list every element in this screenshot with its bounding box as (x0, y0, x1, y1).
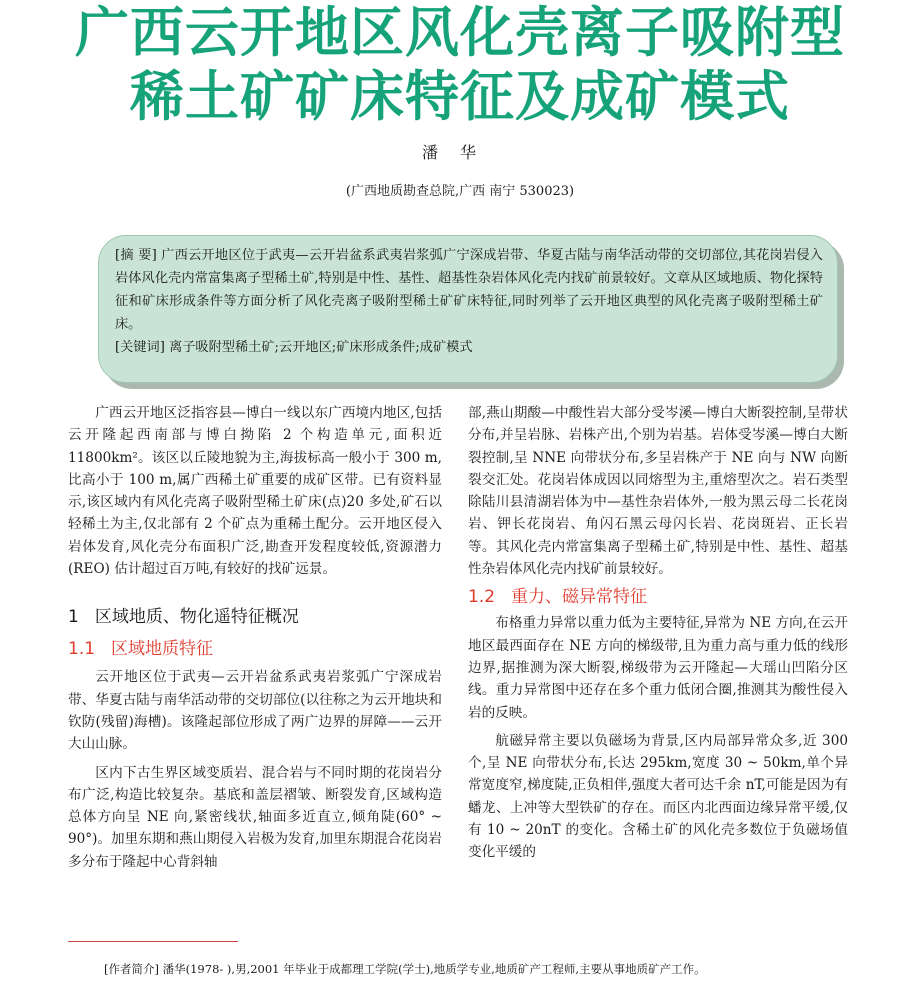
body-paragraph: 云开地区位于武夷—云开岩盆系武夷岩浆弧广宁深成岩带、华夏古陆与南华活动带的交切部位(以往称之为云开地块和钦防(残留)海槽)。该隆起部位形成了两广边界的屏障——云开大山山脉。 (68, 669, 442, 753)
section-1-heading (68, 604, 442, 630)
keywords-label: [关键词] (115, 340, 165, 355)
right-column (468, 402, 848, 864)
author-footnote: [作者简介] 潘华(1978- ),男,2001 年毕业于成都理工学院(学士),地质学专业,地质矿产工程师,主要从事地质矿产工作。 (104, 962, 706, 976)
abstract-text: 广西云开地区位于武夷—云开岩盆系武夷岩浆弧广宁深成岩带、华夏古陆与南华活动带的交切部位,其花岗岩侵入岩体风化壳内常富集离子型稀土矿,特别是中性、基性、超基性杂岩体风化壳内找矿前景较好。文章从区域地质、物化探特征和矿床形成条件等方面分析了风化壳离子吸附型稀土矿矿床特征,同时列举了云开地区典型的风化壳离子吸附型稀土矿床。 (115, 248, 823, 332)
body-paragraph: 航磁异常主要以负磁场为背景,区内局部异常众多,近 300 个,呈 NE 向带状分布,长达 295km,宽度 30 ~ 50km,单个异常宽度窄,梯度陡,正负相伴,强度大者可达千余 nT,可能是因为有蟠龙、上冲等大型铁矿的存在。而区内北西面边缘异常平缓,仅有 10 ~ 20nT 的变化。含稀土矿的风化壳多数位于负磁场值变化平缓的 (468, 732, 848, 861)
footnote-divider (68, 941, 238, 942)
section-1-2-heading (468, 584, 848, 610)
section-1-1-heading (68, 636, 442, 662)
body-paragraph: 部,燕山期酸—中酸性岩大部分受岑溪—博白大断裂控制,呈带状分布,并呈岩脉、岩株产出,个别为岩基。岩体受岑溪—博白大断裂控制,呈 NNE 向带状分布,多呈岩株产于 NE 向与 NW 向断裂交汇处。花岗岩体成因以同熔型为主,重熔型次之。岩石类型除陆川县清湖岩体为中—基性杂岩体外,一般为黑云母二长花岗岩、钾长花岗岩、角闪石黑云母闪长岩、花岗斑岩、正长岩等。其风化壳内常富集离子型稀土矿,特别是中性、基性、超基性杂岩体风化壳内找矿前景较好。 (468, 405, 848, 578)
abstract-label: [摘 要] (115, 248, 157, 263)
title-line-2: 稀土矿矿床特征及成矿模式 (130, 65, 790, 128)
keywords-paragraph (115, 336, 823, 359)
title-line-1: 广西云开地区风化壳离子吸附型 (75, 1, 845, 64)
section-1-2-title: 重力、磁异常特征 (511, 587, 648, 608)
affiliation: (广西地质勘查总院,广西 南宁 530023) (345, 184, 575, 199)
section-1-1-title: 区域地质特征 (111, 639, 214, 660)
left-column (68, 402, 442, 873)
section-1-2-number: 1.2 (468, 587, 496, 608)
body-paragraph: 区内下古生界区域变质岩、混合岩与不同时期的花岗岩分布广泛,构造比较复杂。基底和盖层褶皱、断裂发育,区域构造总体方向呈 NE 向,紧密线状,轴面多近直立,倾角陡(60° ~ 90°)。加里东期和燕山期侵入岩极为发育,加里东期混合花岗岩多分布于隆起中心背斜轴 (68, 764, 442, 870)
section-1-number: 1 (68, 607, 79, 628)
abstract-box (98, 235, 838, 383)
author: 潘华 (421, 143, 498, 162)
body-paragraph: 布格重力异常以重力低为主要特征,异常为 NE 方向,在云开地区最西面存在 NE 方向的梯级带,且为重力高与重力低的线形边界,据推测为深大断裂,梯级带为云开隆起—大瑶山凹陷分区线。重力异常图中还存在多个重力低闭合圈,推测其为酸性侵入岩的反映。 (468, 615, 848, 721)
abstract-paragraph (115, 244, 823, 336)
section-1-title: 区域地质、物化遥特征概况 (94, 607, 299, 628)
keywords-text: 离子吸附型稀土矿;云开地区;矿床形成条件;成矿模式 (169, 340, 473, 355)
intro-paragraph: 广西云开地区泛指容县—博白一线以东广西境内地区,包括云开隆起西南部与博白拗陷 2 个构造单元,面积近 11800km²。该区以丘陵地貌为主,海拔标高一般小于 300 m,比高小于 100 m,属广西稀土矿重要的成矿区带。已有资料显示,该区域内有风化壳离子吸附型稀土矿床(点)20 多处,矿石以轻稀土为主,仅北部有 2 个矿点为重稀土配分。云开地区侵入岩体发育,风化壳分布面积广泛,勘查开发程度较低,资源潜力(REO) 估计超过百万吨,有较好的找矿远景。 (68, 405, 442, 578)
section-1-1-number: 1.1 (68, 639, 96, 660)
